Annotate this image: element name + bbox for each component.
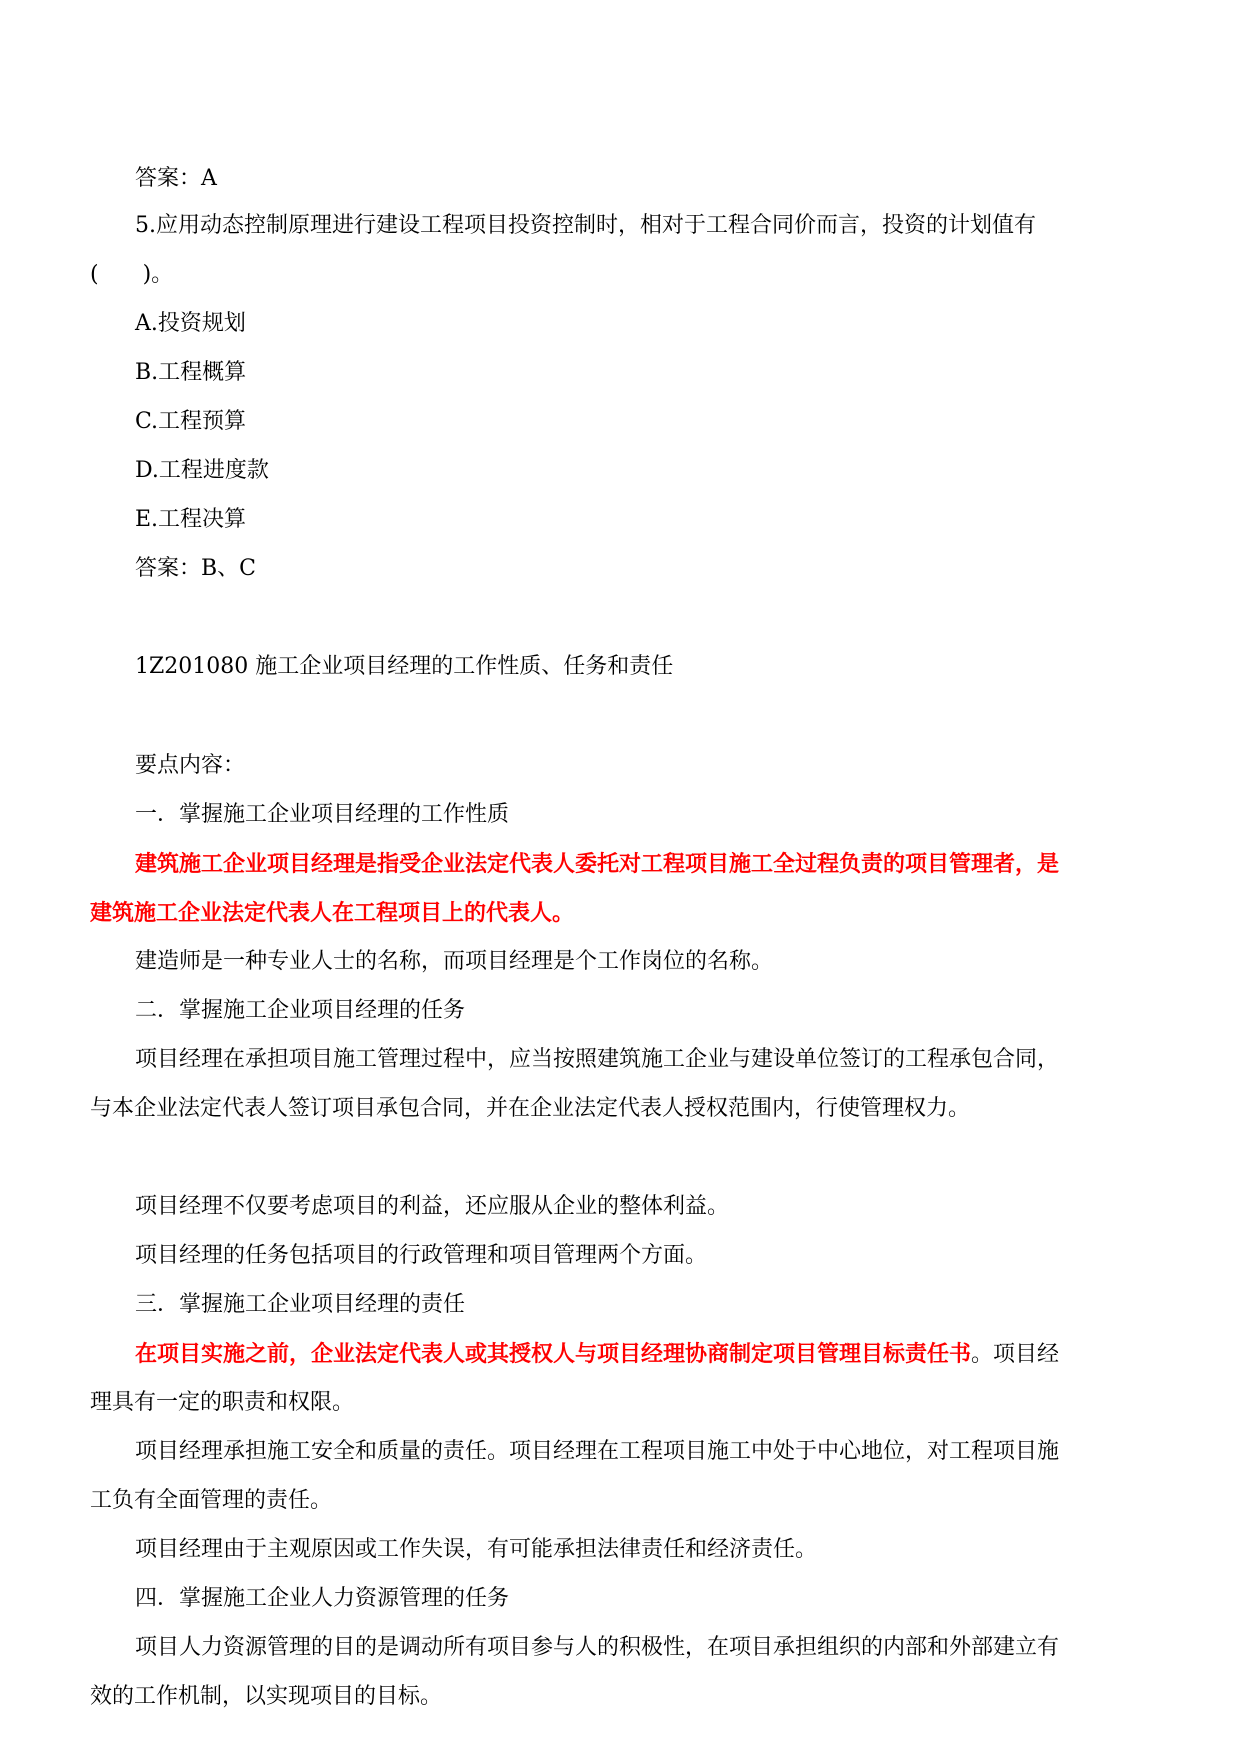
q5-option-b: B.工程概算 <box>135 360 247 385</box>
q5-answer: 答案：B、C <box>135 556 257 581</box>
paragraph-7-line-1: 项目经理承担施工安全和质量的责任。项目经理在工程项目施工中处于中心地位，对工程项目施 <box>135 1439 1060 1464</box>
paragraph-1-red-line-1: 建筑施工企业项目经理是指受企业法定代表人委托对工程项目施工全过程负责的项目管理者，是 <box>135 851 1060 877</box>
key-points-label: 要点内容： <box>135 753 246 778</box>
paragraph-8: 项目经理由于主观原因或工作失误，有可能承担法律责任和经济责任。 <box>135 1537 818 1562</box>
q5-stem-line-2: ( )。 <box>90 262 174 287</box>
paragraph-5: 项目经理的任务包括项目的行政管理和项目管理两个方面。 <box>135 1243 708 1268</box>
paragraph-9-line-1: 项目人力资源管理的目的是调动所有项目参与人的积极性，在项目承担组织的内部和外部建立有 <box>135 1635 1060 1660</box>
heading-4: 四．掌握施工企业人力资源管理的任务 <box>135 1586 510 1611</box>
paragraph-1-red-line-2: 建筑施工企业法定代表人在工程项目上的代表人。 <box>90 900 575 926</box>
paragraph-3-line-1: 项目经理在承担项目施工管理过程中，应当按照建筑施工企业与建设单位签订的工程承包合同， <box>135 1047 1060 1072</box>
section-heading: 1Z201080 施工企业项目经理的工作性质、任务和责任 <box>135 654 674 679</box>
q5-option-c: C.工程预算 <box>135 409 247 434</box>
paragraph-7-line-2: 工负有全面管理的责任。 <box>90 1488 333 1513</box>
paragraph-3-line-2: 与本企业法定代表人签订项目承包合同，并在企业法定代表人授权范围内，行使管理权力。 <box>90 1096 971 1121</box>
paragraph-4: 项目经理不仅要考虑项目的利益，还应服从企业的整体利益。 <box>135 1194 730 1219</box>
paragraph-9-line-2: 效的工作机制，以实现项目的目标。 <box>90 1684 443 1709</box>
heading-1: 一．掌握施工企业项目经理的工作性质 <box>135 802 510 827</box>
q5-option-a: A.投资规划 <box>135 311 246 336</box>
heading-3: 三．掌握施工企业项目经理的责任 <box>135 1292 466 1317</box>
paragraph-6-line-2: 理具有一定的职责和权限。 <box>90 1390 355 1415</box>
q4-answer: 答案：A <box>135 166 217 191</box>
q5-option-e: E.工程决算 <box>135 507 247 532</box>
q5-stem-line-1: 5.应用动态控制原理进行建设工程项目投资控制时，相对于工程合同价而言，投资的计划值有 <box>135 213 1036 238</box>
paragraph-6-red-text: 在项目实施之前，企业法定代表人或其授权人与项目经理协商制定项目管理目标责任书 <box>135 1341 972 1367</box>
paragraph-2: 建造师是一种专业人士的名称，而项目经理是个工作岗位的名称。 <box>135 949 774 974</box>
q5-option-d: D.工程进度款 <box>135 458 269 483</box>
heading-2: 二．掌握施工企业项目经理的任务 <box>135 998 466 1023</box>
paragraph-6-line-1 <box>135 1339 1059 1370</box>
paragraph-6-rest: 。项目经 <box>971 1342 1060 1367</box>
